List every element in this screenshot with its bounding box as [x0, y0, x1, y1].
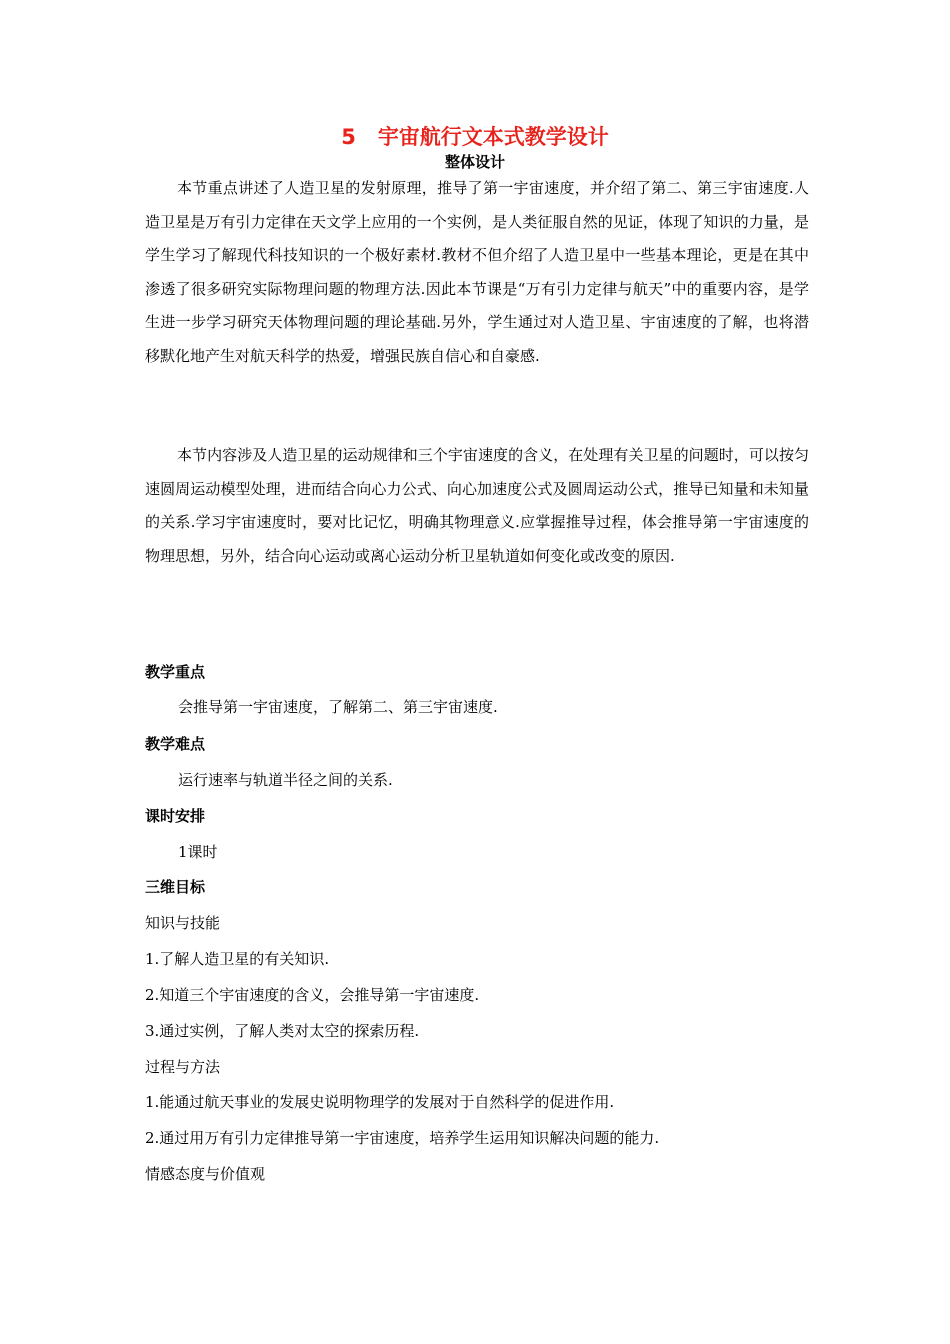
list-item: 1.了解人造卫星的有关知识.	[145, 950, 330, 968]
list-item: 1.能通过航天事业的发展史说明物理学的发展对于自然科学的促进作用.	[145, 1093, 615, 1111]
section-number: 5	[341, 125, 356, 149]
list-item: 2.通过用万有引力定律推导第一宇宙速度，培养学生运用知识解决问题的能力.	[145, 1129, 660, 1147]
process-subheading: 过程与方法	[145, 1058, 221, 1076]
page-title	[0, 122, 950, 152]
title-text: 宇宙航行文本式教学设计	[377, 125, 609, 149]
schedule-heading: 课时安排	[145, 807, 206, 825]
subtitle: 整体设计	[444, 153, 505, 171]
intro-paragraph-1: 本节重点讲述了人造卫星的发射原理，推导了第一宇宙速度，并介绍了第二、第三宇宙速度.人造卫星是万有引力定律在天文学上应用的一个实例，是人类征服自然的见证，体现了知识的力量，是学生学习了解现代科技知识的一个极好素材.教材不但介绍了人造卫星中一些基本理论，更是在其中渗透了很多研究实际物理问题的物理方法.因此本节课是“万有引力定律与航天”中的重要内容，是学生进一步学习研究天体物理问题的理论基础.另外，学生通过对人造卫星、宇宙速度的了解，也将潜移默化地产生对航天科学的热爱，增强民族自信心和自豪感.	[145, 179, 809, 365]
list-item: 2.知道三个宇宙速度的含义，会推导第一宇宙速度.	[145, 986, 480, 1004]
list-item: 3.通过实例，了解人类对太空的探索历程.	[145, 1022, 420, 1040]
intro-paragraph-2-block	[145, 439, 809, 573]
intro-paragraph-2: 本节内容涉及人造卫星的运动规律和三个宇宙速度的含义，在处理有关卫星的问题时，可以按匀速圆周运动模型处理，进而结合向心力公式、向心加速度公式及圆周运动公式，推导已知量和未知量的关系.学习宇宙速度时，要对比记忆，明确其物理意义.应掌握推导过程，体会推导第一宇宙速度的物理思想，另外，结合向心运动或离心运动分析卫星轨道如何变化或改变的原因.	[145, 446, 809, 565]
key-points-heading: 教学重点	[145, 663, 206, 681]
knowledge-subheading: 知识与技能	[145, 914, 221, 932]
difficulties-heading: 教学难点	[145, 735, 206, 753]
key-points-text: 会推导第一宇宙速度，了解第二、第三宇宙速度.	[178, 698, 498, 716]
attitude-subheading: 情感态度与价值观	[145, 1165, 266, 1183]
schedule-text: 1课时	[178, 843, 218, 861]
difficulties-text: 运行速率与轨道半径之间的关系.	[178, 771, 393, 789]
intro-paragraph-1-block	[145, 172, 809, 373]
objectives-heading: 三维目标	[145, 878, 206, 896]
